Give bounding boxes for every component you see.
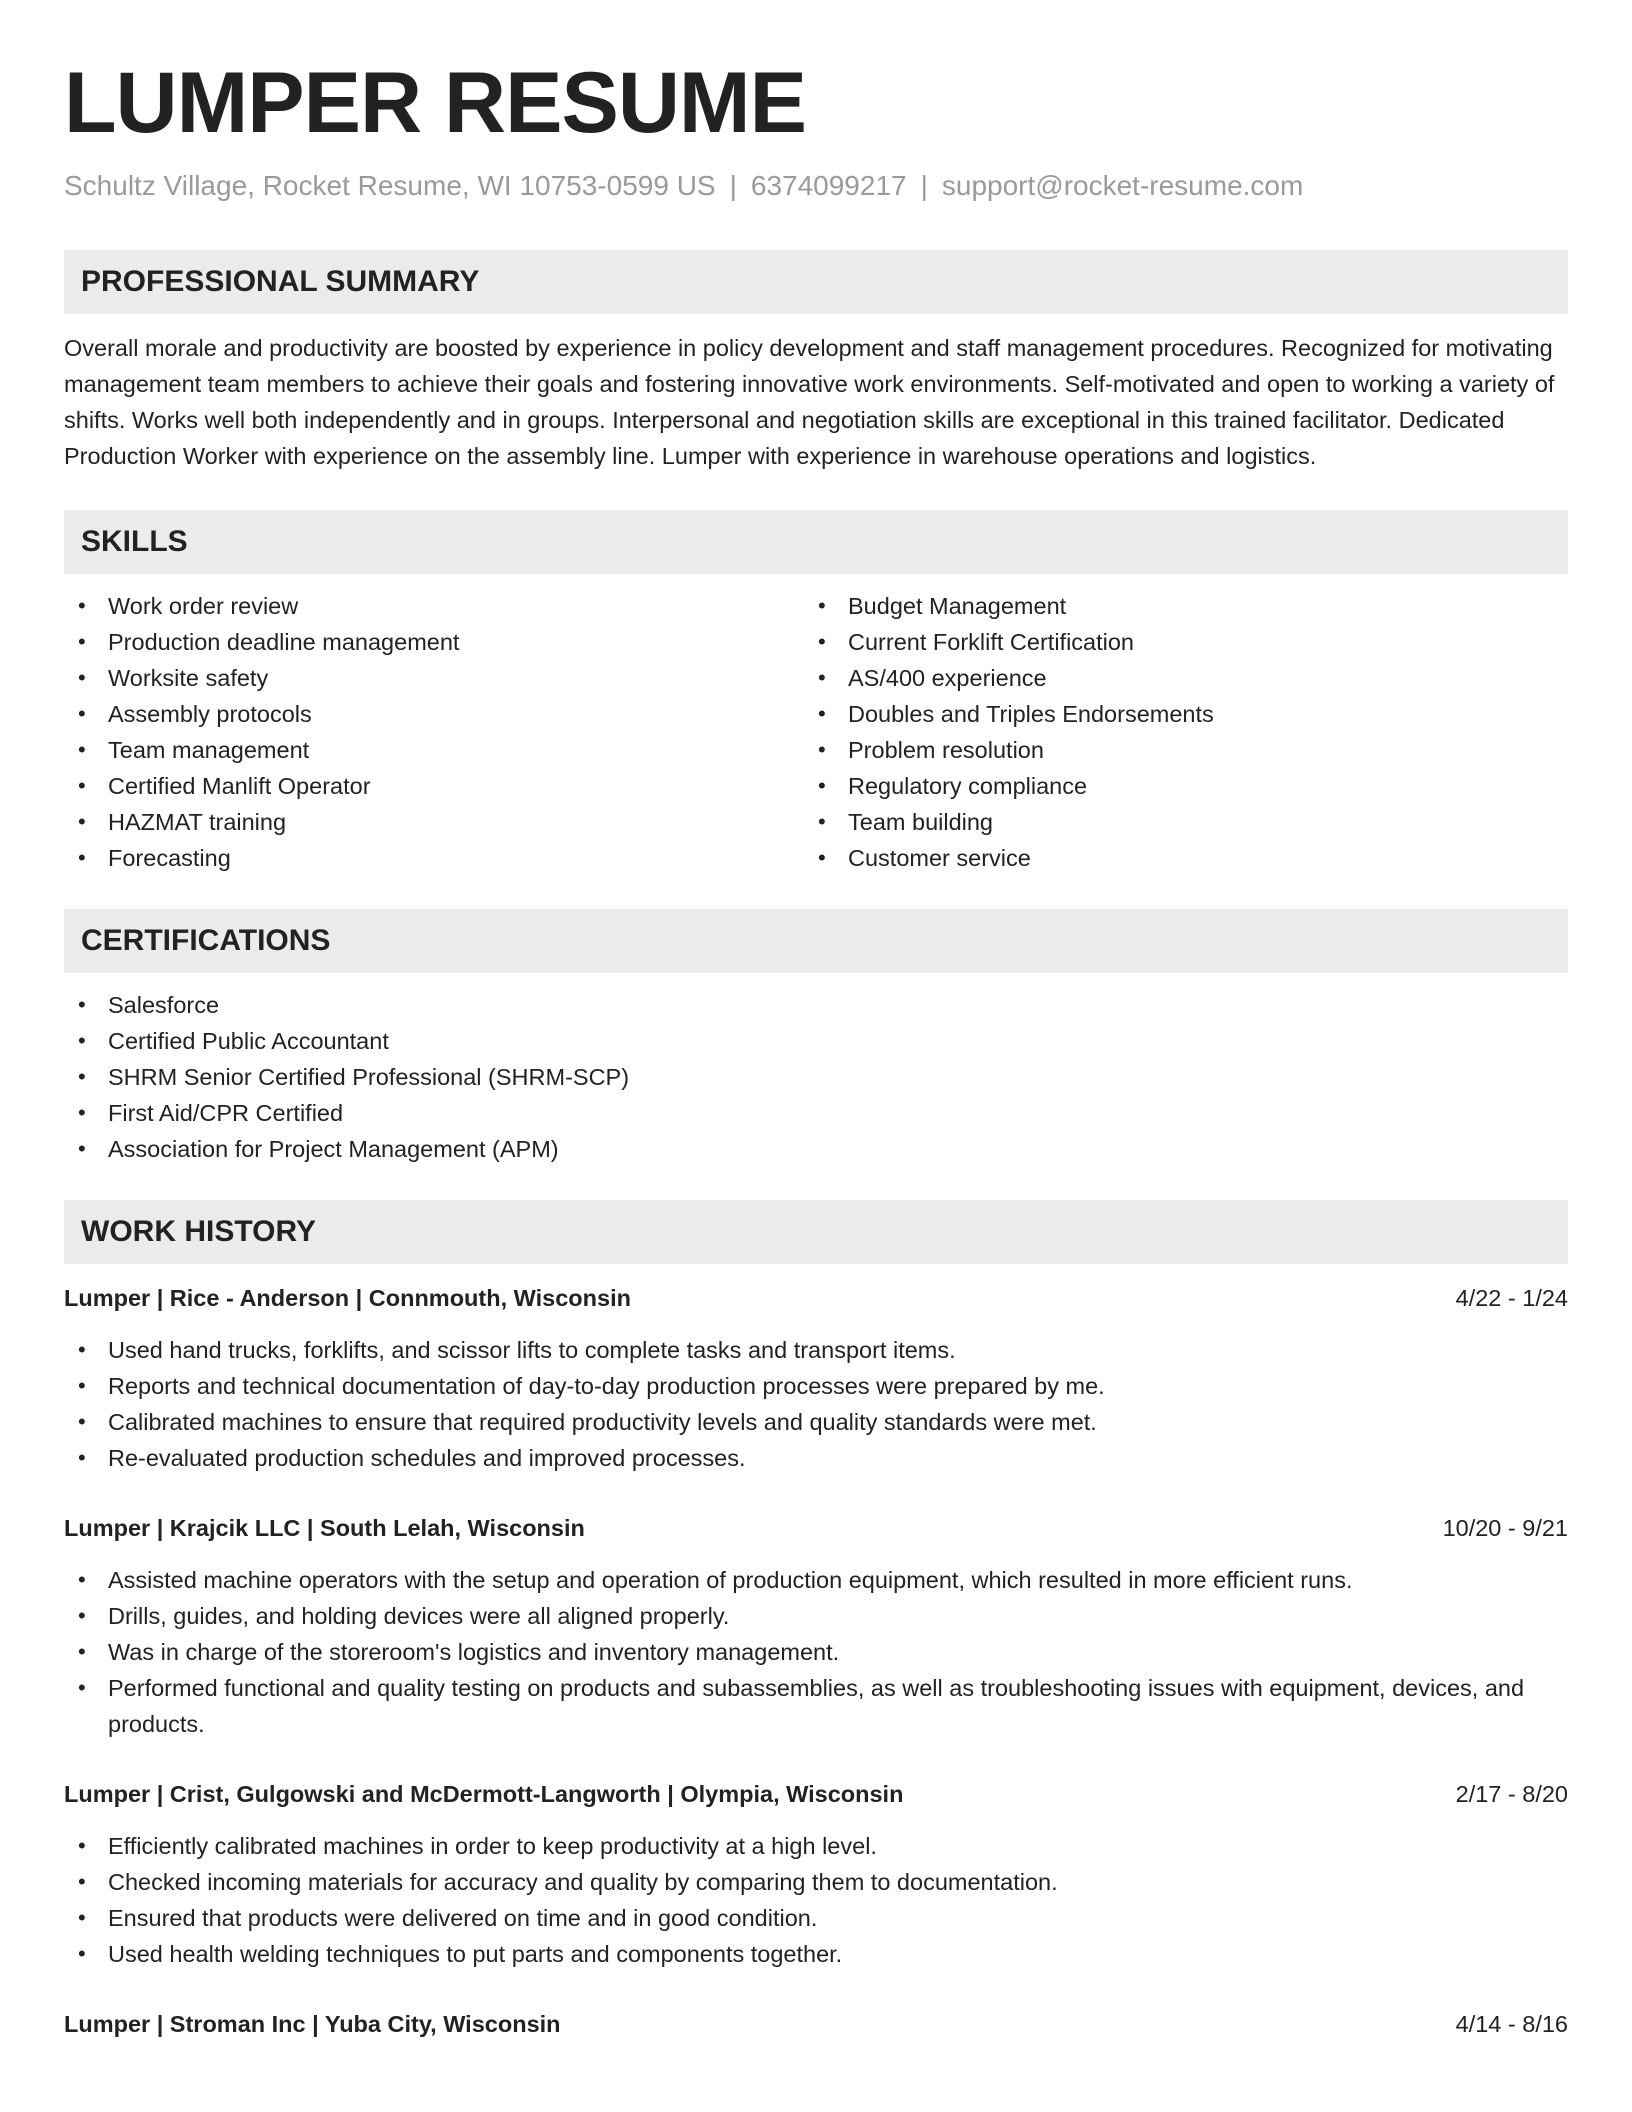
job-title: Lumper | Stroman Inc | Yuba City, Wisconsin <box>64 2011 561 2037</box>
summary-section <box>64 250 1568 474</box>
job-bullet: • Assisted machine operators with the setup and operation of production equipment, which resulted in more efficient runs. <box>64 1562 1568 1598</box>
summary-text: Overall morale and productivity are boosted by experience in policy development and staff management procedures. Recognized for motivating management team members to achieve their goals and fostering innovative work environments. Self-motivated and open to working a variety of shifts. Works well both independently and in groups. Interpersonal and negotiation skills are exceptional in this trained facilitator. Dedicated Production Worker with experience on the assembly line. Lumper with experience in warehouse operations and logistics. <box>64 335 1555 469</box>
skill-item: • Forecasting <box>64 840 804 876</box>
job-header <box>64 2006 1568 2042</box>
certifications-section <box>64 909 1568 1167</box>
skill-item: • Work order review <box>64 588 804 624</box>
work-history-section <box>64 1200 1568 2042</box>
skills-list-right <box>804 588 1544 876</box>
phone: 6374099217 <box>750 170 907 201</box>
job-header <box>64 1280 1568 1316</box>
skill-item: • HAZMAT training <box>64 804 804 840</box>
job-bullet: • Ensured that products were delivered on time and in good condition. <box>64 1900 1568 1936</box>
job-bullet: • Drills, guides, and holding devices were all aligned properly. <box>64 1598 1568 1634</box>
job-title: Lumper | Crist, Gulgowski and McDermott-Langworth | Olympia, Wisconsin <box>64 1781 904 1807</box>
job-bullet: • Efficiently calibrated machines in order to keep productivity at a high level. <box>64 1828 1568 1864</box>
section-header-certifications: CERTIFICATIONS <box>64 909 1568 973</box>
job-bullets <box>64 1332 1568 1476</box>
certification-item: • SHRM Senior Certified Professional (SHRM-SCP) <box>64 1059 1568 1095</box>
job-title: Lumper | Krajcik LLC | South Lelah, Wisconsin <box>64 1515 585 1541</box>
job-header <box>64 1776 1568 1812</box>
job-dates: 4/22 - 1/24 <box>1455 1285 1568 1311</box>
address: Schultz Village, Rocket Resume, WI 10753-0599 US <box>64 170 716 201</box>
job-bullets <box>64 1828 1568 1972</box>
resume-title: LUMPER RESUME <box>64 55 806 151</box>
skills-columns <box>64 588 1568 876</box>
skill-item: • AS/400 experience <box>804 660 1544 696</box>
skill-item: • Team building <box>804 804 1544 840</box>
job-entry <box>64 1776 1568 1972</box>
job-bullet: • Used hand trucks, forklifts, and scissor lifts to complete tasks and transport items. <box>64 1332 1568 1368</box>
certification-item: • Association for Project Management (APM) <box>64 1131 1568 1167</box>
skill-item: • Production deadline management <box>64 624 804 660</box>
job-dates: 4/14 - 8/16 <box>1455 2011 1568 2037</box>
section-header-skills: SKILLS <box>64 510 1568 574</box>
job-bullet: • Performed functional and quality testing on products and subassemblies, as well as troubleshooting issues with equipment, devices, and products. <box>64 1670 1568 1742</box>
skills-list-left <box>64 588 804 876</box>
job-entry <box>64 1510 1568 1742</box>
certifications-list <box>64 987 1568 1167</box>
job-entry <box>64 2006 1568 2042</box>
job-bullet: • Reports and technical documentation of day-to-day production processes were prepared by me. <box>64 1368 1568 1404</box>
job-bullet: • Re-evaluated production schedules and improved processes. <box>64 1440 1568 1476</box>
job-title: Lumper | Rice - Anderson | Connmouth, Wisconsin <box>64 1285 631 1311</box>
separator: | <box>920 170 928 201</box>
skill-item: • Certified Manlift Operator <box>64 768 804 804</box>
separator: | <box>729 170 737 201</box>
job-bullets <box>64 1562 1568 1742</box>
job-bullet: • Checked incoming materials for accuracy and quality by comparing them to documentation. <box>64 1864 1568 1900</box>
skill-item: • Regulatory compliance <box>804 768 1544 804</box>
contact-line <box>64 170 1568 202</box>
skill-item: • Current Forklift Certification <box>804 624 1544 660</box>
skills-section <box>64 510 1568 876</box>
skill-item: • Doubles and Triples Endorsements <box>804 696 1544 732</box>
job-bullet: • Was in charge of the storeroom's logistics and inventory management. <box>64 1634 1568 1670</box>
skill-item: • Customer service <box>804 840 1544 876</box>
email: support@rocket-resume.com <box>941 170 1304 201</box>
job-dates: 2/17 - 8/20 <box>1455 1781 1568 1807</box>
section-header-work-history: WORK HISTORY <box>64 1200 1568 1264</box>
skill-item: • Team management <box>64 732 804 768</box>
job-bullet: • Used health welding techniques to put parts and components together. <box>64 1936 1568 1972</box>
skill-item: • Worksite safety <box>64 660 804 696</box>
skill-item: • Problem resolution <box>804 732 1544 768</box>
certification-item: • First Aid/CPR Certified <box>64 1095 1568 1131</box>
job-entry <box>64 1280 1568 1476</box>
skill-item: • Budget Management <box>804 588 1544 624</box>
section-header-summary: PROFESSIONAL SUMMARY <box>64 250 1568 314</box>
job-header <box>64 1510 1568 1546</box>
job-dates: 10/20 - 9/21 <box>1442 1515 1568 1541</box>
certification-item: • Certified Public Accountant <box>64 1023 1568 1059</box>
certification-item: • Salesforce <box>64 987 1568 1023</box>
job-bullet: • Calibrated machines to ensure that required productivity levels and quality standards were met. <box>64 1404 1568 1440</box>
skill-item: • Assembly protocols <box>64 696 804 732</box>
